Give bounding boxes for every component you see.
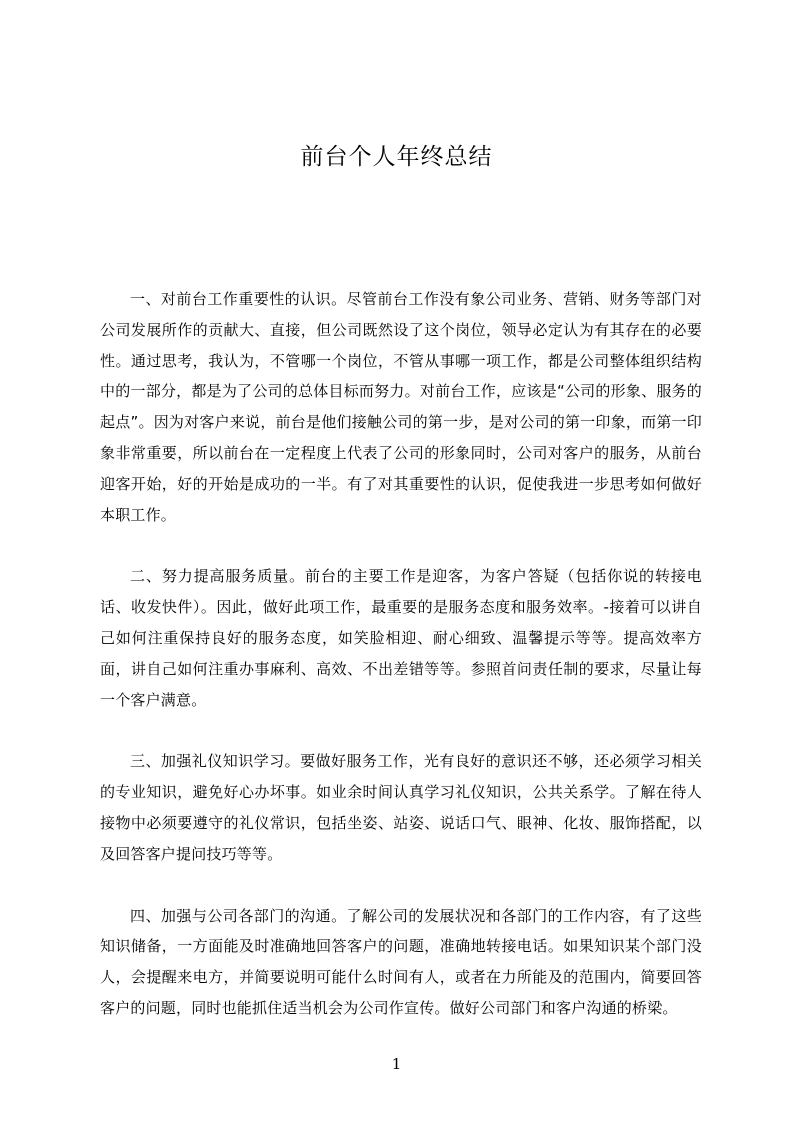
- paragraph-2: 二、努力提高服务质量。前台的主要工作是迎客，为客户答疑（包括你说的转接电话、收发快件）。因此，做好此项工作，最重要的是服务态度和服务效率。-接着可以讲自己如何注重保持良好的服务态度，如笑脸相迎、耐心细致、温馨提示等等。提高效率方面，讲自己如何注重办事麻利、高效、不出差错等等。参照首问责任制的要求，尽量让每一个客户满意。: [100, 567, 702, 709]
- paragraph-1: 一、对前台工作重要性的认识。尽管前台工作没有象公司业务、营销、财务等部门对公司发展所作的贡献大、直接，但公司既然设了这个岗位，领导必定认为有其存在的必要性。通过思考，我认为，不管哪一个岗位，不管从事哪一项工作，都是公司整体组织结构中的一部分，都是为了公司的总体目标而努力。对前台工作，应该是“公司的形象、服务的起点”。因为对客户来说，前台是他们接触公司的第一步，是对公司的第一印象，而第一印象非常重要，所以前台在一定程度上代表了公司的形象同时，公司对客户的服务，从前台迎客开始，好的开始是成功的一半。有了对其重要性的认识，促使我进一步思考如何做好本职工作。: [100, 290, 702, 524]
- paragraph-4: 四、加强与公司各部门的沟通。了解公司的发展状况和各部门的工作内容，有了这些知识储备，一方面能及时准确地回答客户的问题，准确地转接电话。如果知识某个部门没人，会提醒来电方，并简要说明可能什么时间有人，或者在力所能及的范围内，简要回答客户的问题，同时也能抓住适当机会为公司作宣传。做好公司部门和客户沟通的桥梁。: [100, 906, 702, 1017]
- page-number: 1: [391, 1055, 402, 1073]
- paragraph-3: 三、加强礼仪知识学习。要做好服务工作，光有良好的意识还不够，还必须学习相关的专业知识，避免好心办坏事。如业余时间认真学习礼仪知识，公共关系学。了解在待人接物中必须要遵守的礼仪常识，包括坐姿、站姿、说话口气、眼神、化妆、服饰搭配，以及回答客户提问技巧等等。: [100, 752, 702, 863]
- document-title: 前台个人年终总结: [300, 144, 493, 170]
- document-body: [100, 284, 702, 1055]
